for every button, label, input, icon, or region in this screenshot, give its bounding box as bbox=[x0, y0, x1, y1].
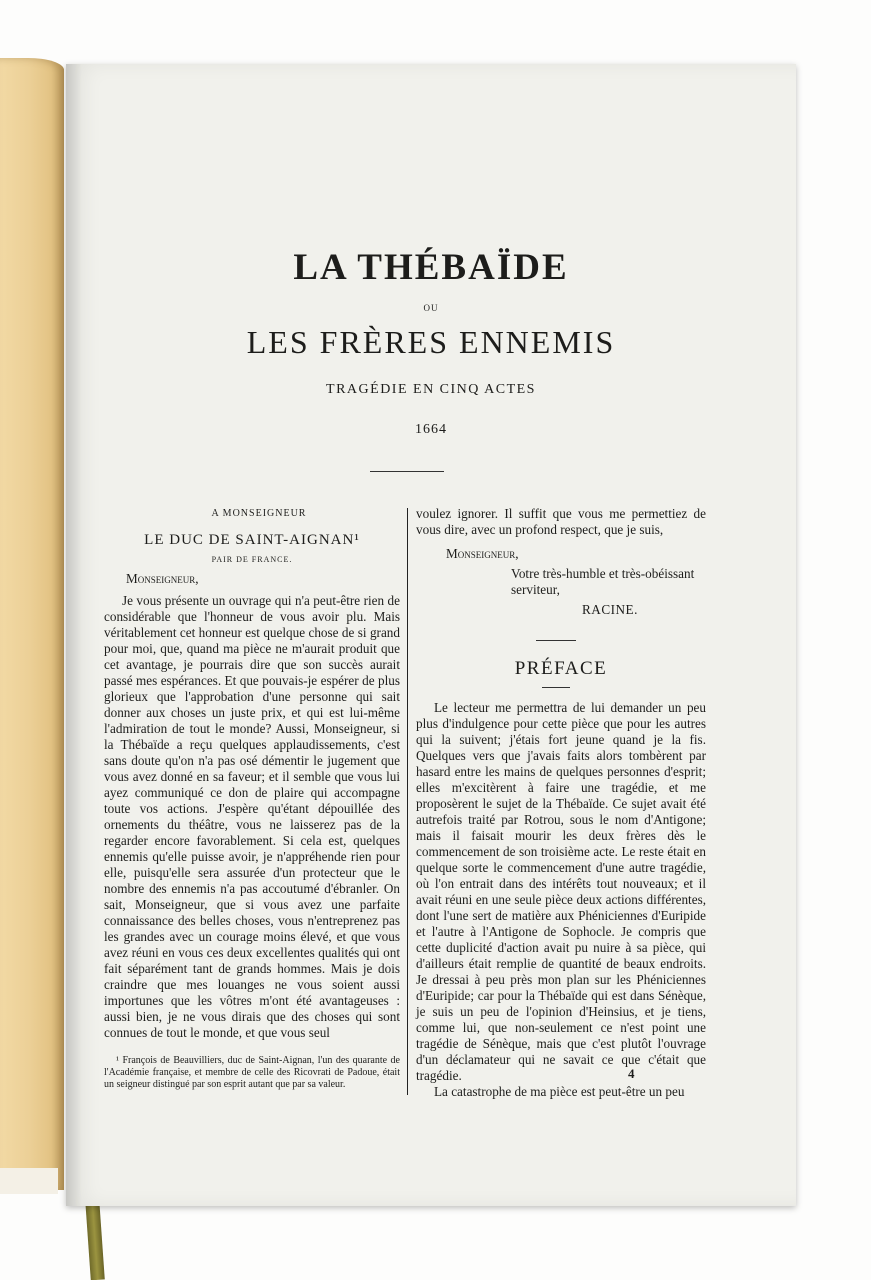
play-title: LA THÉBAÏDE bbox=[293, 247, 569, 288]
play-subtitle: LES FRÈRES ENNEMIS bbox=[246, 324, 616, 360]
closing-salutation: Monseigneur, bbox=[446, 546, 519, 561]
dedication-salutation: Monseigneur, bbox=[126, 571, 199, 586]
footnote: ¹ François de Beauvilliers, duc de Saint-Aignan, l'un des quarante de l'Académie française, et membre de celle des Ricovrati de Padoue, était un seigneur distingué par son esprit autant que par sa valeur. bbox=[104, 1055, 400, 1090]
preface-heading: PRÉFACE bbox=[514, 658, 608, 679]
preface-paragraph-1: Le lecteur me permettra de lui demander un peu plus d'indulgence pour cette pièce que pour les autres qui la suivent; j'étais fort jeune quand je la fis. Quelques vers que j'avais faits alors tombèrent par hasard entre les mains de quelques personnes d'esprit; elles m'excitèrent à faire une tragédie, et me proposèrent le sujet de la Thébaïde. Ce sujet avait été autrefois traité par Rotrou, sous le nom d'Antigone; mais il faisait mourir les deux frères dès le commencement de son troisième acte. Le reste était en quelque sorte le commencement d'une autre tragédie, où l'on entrait dans des intérêts tout nouveaux; et il avait réuni en une seule pièce deux actions différentes, dont l'une sert de matière aux Phéniciennes d'Euripide et l'autre à l'Antigone de Sophocle. Je compris que cette duplicité d'action avait pu nuire à sa pièce, qui d'ailleurs était remplie de quantité de beaux endroits. Je dressai à peu près mon plan sur les Phéniciennes d'Euripide; car pour la Thébaïde qui est dans Sénèque, je suis un peu de l'opinion d'Heinsius, et je tiens, comme lui, que non-seulement ce n'est point une tragédie de Sénèque, mais que c'est plutôt l'ouvrage d'un déclamateur qui ne savait ce que c'était que tragédie. bbox=[416, 700, 706, 1083]
page-number: 4 bbox=[628, 1066, 635, 1081]
preface-paragraph-2: La catastrophe de ma pièce est peut-être un peu bbox=[434, 1084, 685, 1099]
dedication-title: PAIR DE FRANCE. bbox=[211, 555, 293, 564]
column-divider bbox=[407, 508, 408, 1095]
right-column bbox=[416, 506, 706, 1100]
dedication-body: Je vous présente un ouvrage qui n'a peut-être rien de considérable que l'honneur de vous avoir plu. Mais véritablement cet honneur est quelque chose de si grand pour moi, que, quand ma pièce ne m'aurait produit que cet avantage, je pourrais dire que son succès aurait passé mes espérances. Et que pouvais-je espérer de plus glorieux que l'approbation d'une personne qui sait donner aux choses un juste prix, et qui est lui-même l'admiration de tout le monde? Aussi, Monseigneur, si la Thébaïde a reçu quelques applaudissements, c'est sans doute qu'on n'a pas osé démentir le jugement que vous avez donné en sa faveur; et il semble que vous lui ayez communiqué ce don de plaire qui accompagne toute vos actions. J'espère qu'étant dépouillée des ornements du théâtre, vous ne laisserez pas de la regarder encore favorablement. Si cela est, quelques ennemis qu'elle puisse avoir, je n'appréhende rien pour elle, puisqu'elle sera assurée d'un protecteur que le nombre des ennemis n'a pas accoutumé d'ébranler. On sait, Monseigneur, que si vous avez une parfaite connaissance des belles choses, vous n'entreprenez pas les grandes avec un courage moins élevé, et que vous avez réuni en vous ces deux excellentes qualités qui ont fait séparément tant de grands hommes. Mais je dois craindre que mes louanges ne vous soient aussi importunes que les vôtres m'ont été avantageuses : aussi bien, je ne vous dirais que des choses qui sont connues de tout le monde, et que vous seul bbox=[104, 593, 400, 1040]
dedication-body-continued: voulez ignorer. Il suffit que vous me permettiez de vous dire, avec un profond respect, que je suis, bbox=[416, 506, 706, 537]
section-rule bbox=[536, 640, 576, 641]
title-rule bbox=[370, 471, 444, 472]
signature: RACINE. bbox=[582, 602, 638, 617]
title-connector: OU bbox=[423, 303, 439, 313]
book-page bbox=[66, 64, 796, 1206]
play-year: 1664 bbox=[415, 422, 447, 437]
left-page-bottom bbox=[0, 1168, 58, 1194]
play-genre: TRAGÉDIE EN CINQ ACTES bbox=[326, 382, 536, 397]
dedication-to: A MONSEIGNEUR bbox=[211, 508, 307, 519]
dedication-name: LE DUC DE SAINT-AIGNAN¹ bbox=[144, 532, 360, 548]
dedication-column bbox=[104, 506, 400, 1101]
left-page-edge bbox=[0, 58, 64, 1190]
bookmark-ribbon bbox=[85, 1200, 105, 1280]
closing-line-1: Votre très-humble et très-obéissant bbox=[511, 566, 695, 581]
closing-line-2: serviteur, bbox=[511, 582, 560, 597]
gutter-shadow bbox=[66, 64, 82, 1206]
preface-rule bbox=[542, 687, 570, 688]
